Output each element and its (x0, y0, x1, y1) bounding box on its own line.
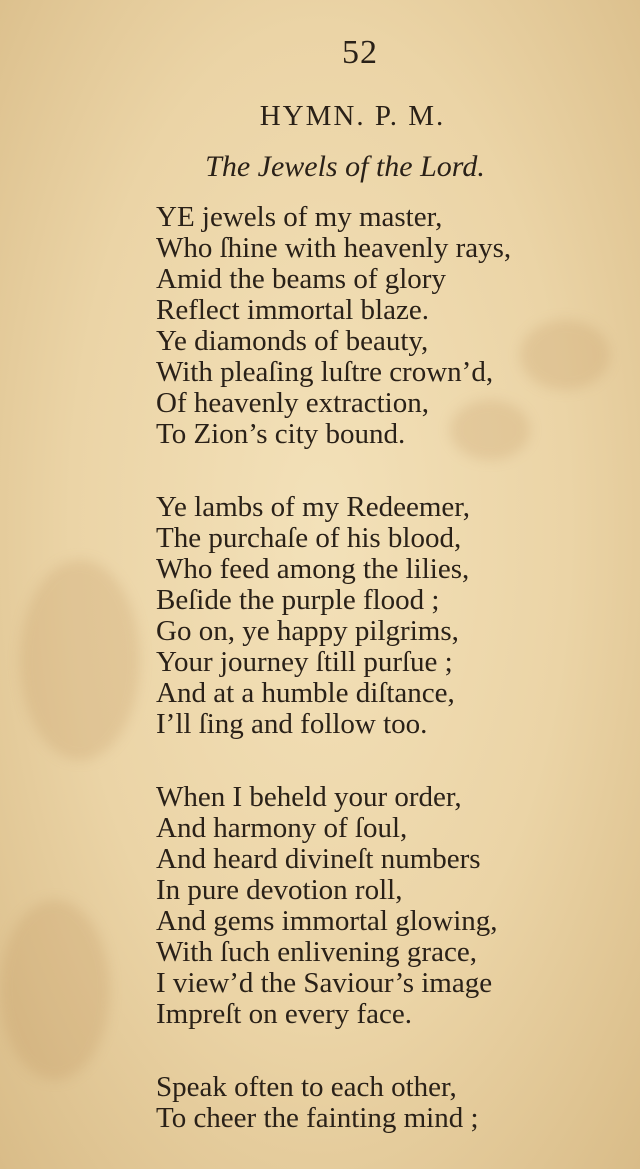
poem-line: And heard divineſt numbers (156, 843, 481, 875)
paper-stain (20, 560, 140, 760)
poem-line: And at a humble diſtance, (156, 677, 455, 709)
poem-line: When I beheld your order, (156, 781, 462, 813)
stanza (156, 492, 626, 740)
poem-line: Who ſhine with heavenly rays, (156, 232, 512, 264)
stanza (156, 782, 626, 1030)
poem-line: I view’d the Saviour’s image (156, 967, 493, 999)
poem-body (156, 202, 626, 1169)
hymn-heading: HYMN. P. M. (259, 100, 446, 132)
poem-line: To cheer the fainting mind ; (156, 1102, 479, 1134)
poem-line: With ſuch enlivening grace, (156, 936, 477, 968)
poem-line: I’ll ſing and follow too. (156, 708, 428, 740)
poem-line: Ye lambs of my Redeemer, (156, 491, 471, 523)
poem-line: In pure devotion roll, (156, 874, 403, 906)
poem-line: And harmony of ſoul, (156, 812, 408, 844)
poem-line: Beſide the purple flood ; (156, 584, 440, 616)
hymn-subtitle: The Jewels of the Lord. (205, 150, 485, 183)
poem-line: Who feed among the lilies, (156, 553, 470, 585)
poem-line: With pleaſing luſtre crown’d, (156, 356, 494, 388)
poem-line: Go on, ye happy pilgrims, (156, 615, 459, 647)
poem-line: YE jewels of my master, (156, 201, 443, 233)
page-number: 52 (342, 34, 378, 71)
poem-line: The purchaſe of his blood, (156, 522, 462, 554)
poem-line: Your journey ſtill purſue ; (156, 646, 453, 678)
poem-line: Reflect immortal blaze. (156, 294, 429, 326)
poem-line: And gems immortal glowing, (156, 905, 498, 937)
poem-line: Ye diamonds of beauty, (156, 325, 429, 357)
poem-line: Impreſt on every face. (156, 998, 413, 1030)
poem-line: Amid the beams of glory (156, 263, 446, 295)
poem-line: Speak often to each other, (156, 1071, 457, 1103)
poem-line: Of heavenly extraction, (156, 387, 429, 419)
paper-stain (0, 900, 110, 1080)
stanza (156, 1072, 626, 1134)
stanza (156, 202, 626, 450)
poem-line: To Zion’s city bound. (156, 418, 406, 450)
